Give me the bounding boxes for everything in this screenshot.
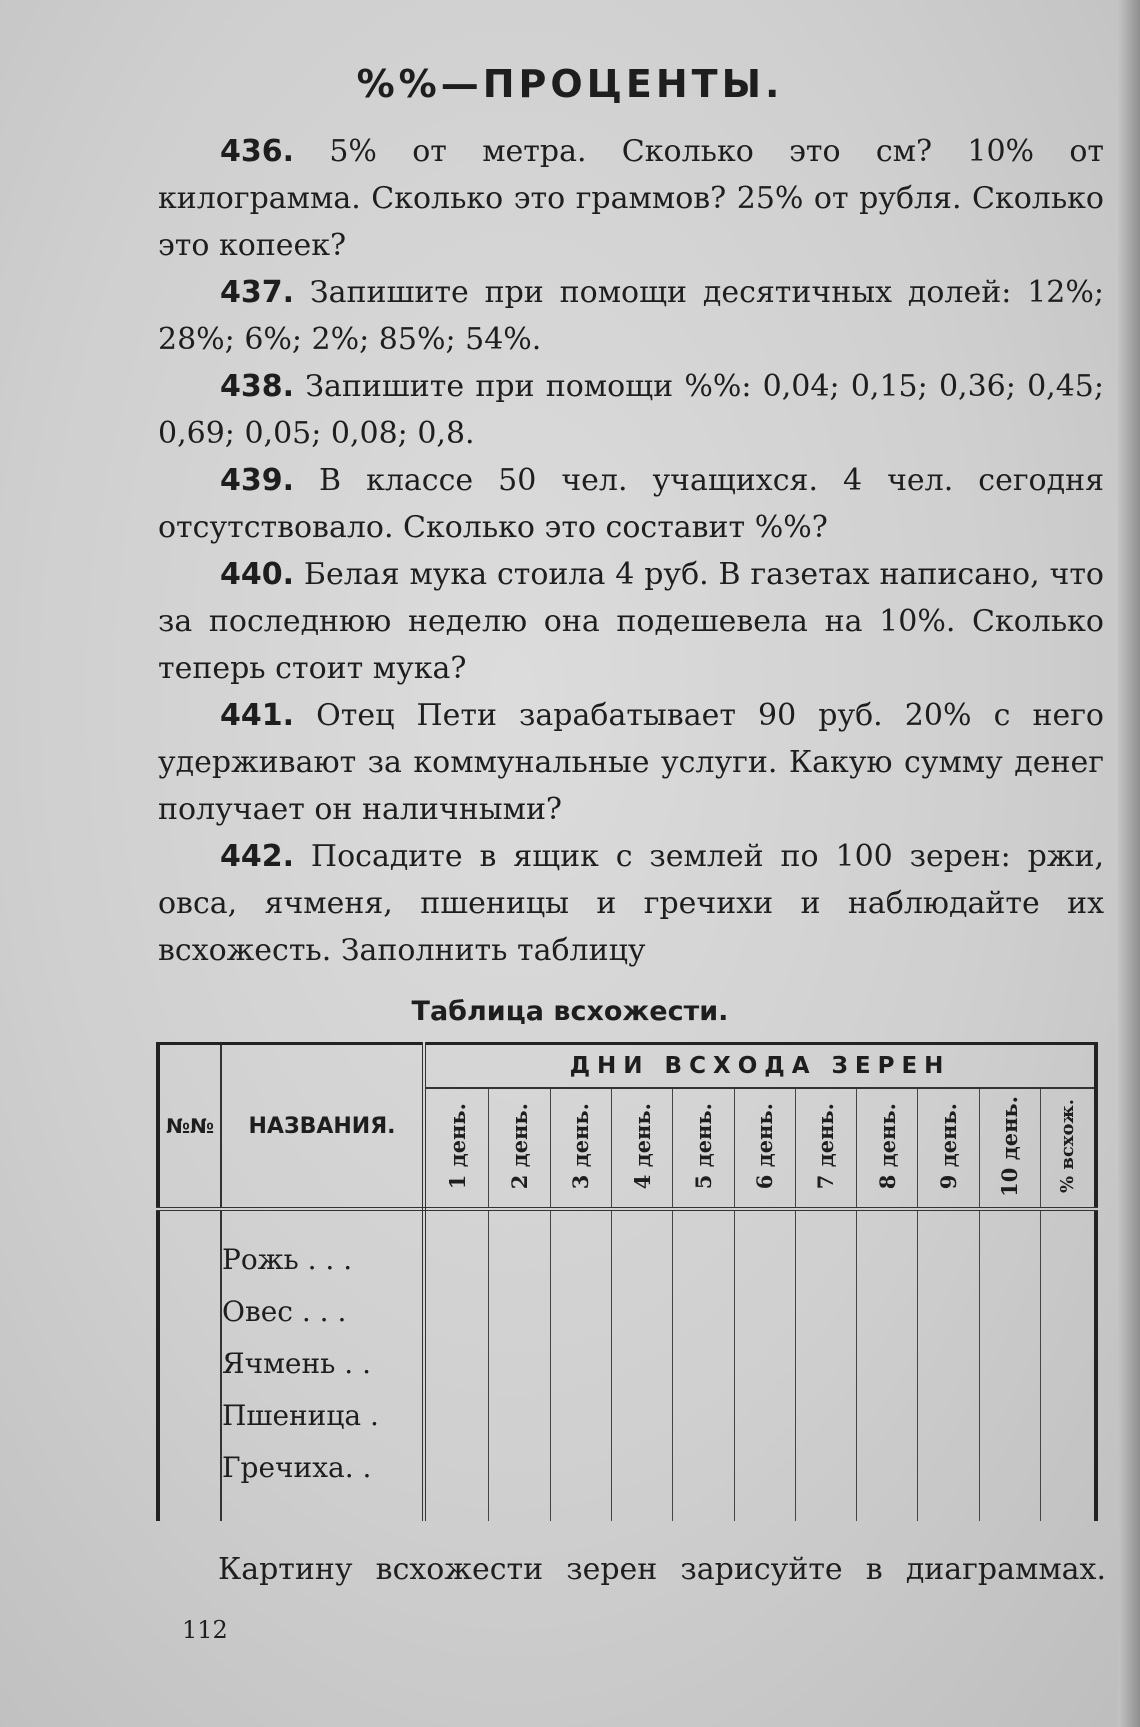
problem-list (158, 128, 1104, 974)
problem-437 (158, 269, 1104, 363)
column-header-day: 3 день. (550, 1088, 611, 1209)
page-edge-shadow (1118, 0, 1140, 1727)
problem-text: Запишите при помощи десятичных долей: 12%; 28%; 6%; 2%; 85%; 54%. (158, 275, 1104, 357)
problem-438 (158, 363, 1104, 457)
problem-439 (158, 457, 1104, 551)
section-title: %%—ПРОЦЕНТЫ. (356, 62, 784, 106)
column-header-day: 8 день. (857, 1088, 918, 1209)
closing-instruction: Картину всхожести зерен зарисуйте в диаграммах. (218, 1552, 1106, 1587)
table-row (158, 1441, 1096, 1493)
problem-436 (158, 128, 1104, 269)
column-header-day: 4 день. (611, 1088, 672, 1209)
table-row (158, 1337, 1096, 1389)
problem-text: Запишите при помощи %%: 0,04; 0,15; 0,36; 0,45; 0,69; 0,05; 0,08; 0,8. (158, 369, 1105, 451)
column-header-percent: % всхож. (1040, 1088, 1096, 1209)
column-header-day: 2 день. (489, 1088, 550, 1209)
page-number: 112 (182, 1616, 228, 1644)
problem-440 (158, 551, 1104, 692)
column-header-day: 1 день. (424, 1088, 489, 1209)
germination-table (156, 1042, 1098, 1521)
problem-number: 437. (220, 275, 295, 310)
problem-number: 438. (220, 369, 295, 404)
problem-number: 439. (220, 463, 295, 498)
column-header-name: НАЗВАНИЯ. (221, 1044, 424, 1210)
germination-table-wrap (156, 1042, 1098, 1542)
problem-text: Посадите в ящик с землей по 100 зерен: ржи, овса, ячменя, пшеницы и гречихи и наблюдайте их всхожесть. Заполнить таблицу (158, 839, 1104, 968)
table-row (158, 1389, 1096, 1441)
problem-number: 442. (220, 839, 295, 874)
table-row (158, 1285, 1096, 1337)
column-header-number: №№ (158, 1044, 221, 1210)
problem-text: 5% от метра. Сколько это см? 10% от килограмма. Сколько это граммов? 25% от рубля. Сколько это копеек? (158, 134, 1104, 263)
problem-number: 440. (220, 557, 295, 592)
problem-text: Белая мука стоила 4 руб. В газетах написано, что за последнюю неделю она подешевела на 10%. Сколько теперь стоит мука? (158, 557, 1104, 686)
row-label: Рожь . . . (221, 1233, 424, 1285)
problem-number: 441. (220, 698, 295, 733)
problem-text: Отец Пети зарабатывает 90 руб. 20% с него удерживают за коммунальные услуги. Какую сумму денег получает он наличными? (158, 698, 1104, 827)
row-label: Овес . . . (221, 1285, 424, 1337)
table-row (158, 1233, 1096, 1285)
column-header-day: 6 день. (734, 1088, 795, 1209)
column-header-day: 10 день. (979, 1088, 1040, 1209)
problem-text: В классе 50 чел. учащихся. 4 чел. сегодня отсутствовало. Сколько это составит %%? (158, 463, 1104, 545)
problem-441 (158, 692, 1104, 833)
column-header-day: 9 день. (918, 1088, 979, 1209)
problem-number: 436. (220, 134, 295, 169)
table-title: Таблица всхожести. (411, 996, 729, 1027)
column-group-days: ДНИ ВСХОДА ЗЕРЕН (424, 1044, 1096, 1089)
column-header-day: 5 день. (673, 1088, 734, 1209)
row-label: Ячмень . . (221, 1337, 424, 1389)
problem-442 (158, 833, 1104, 974)
column-header-day: 7 день. (795, 1088, 856, 1209)
row-label: Гречиха. . (221, 1441, 424, 1493)
row-label: Пшеница . (221, 1389, 424, 1441)
